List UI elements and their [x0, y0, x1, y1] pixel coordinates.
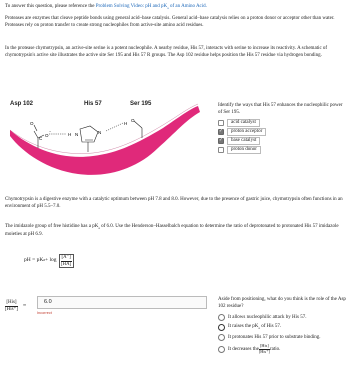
atom-o-top: O — [30, 121, 34, 126]
paragraph-chymotrypsin-ph: Chymotrypsin is a digestive enzyme with a catalytic optimum between pH 7.8 and 8.0. However, due to the presence of gastric juice, chymotrypsin often functions in an environment of pH 5.5–7.0. — [5, 197, 343, 210]
option-nucleophilic-attack[interactable]: It allows nucleophilic attack by His 57. — [218, 312, 348, 322]
radio-protonates-his57[interactable] — [218, 334, 225, 341]
radio-raises-pka[interactable] — [218, 324, 225, 331]
atom-n-his-1: N — [75, 132, 79, 137]
atom-n-his-2: N — [98, 130, 102, 135]
intro-paragraph-chymotrypsin: In the protease chymotrypsin, an active-site serine is a potent nucleophile. A nearby residue, His 57, interacts with serine to increase its reactivity. A schematic of chymotrypsin's active site illustrates the active site Ser 195 and His 57 R groups. The Asp 102 residue helps position the His 57 residue via hydrogen bonding. — [5, 46, 328, 59]
checkbox-proton-acceptor[interactable]: ✓ — [218, 129, 224, 135]
checkbox-base-catalyst[interactable]: ✓ — [218, 138, 224, 144]
atom-h-his: H — [68, 132, 72, 137]
option-base-catalyst[interactable] — [218, 136, 346, 145]
question-his57-prompt: Identify the ways that His 57 enhances the nucleophilic power of Ser 195. — [218, 103, 343, 116]
henderson-hasselbalch-equation: pH = pK a + log $\frac{[A^-]}{[HA]}$ — [24, 254, 74, 268]
minus-charge: − — [49, 130, 52, 134]
option-label: proton acceptor — [227, 128, 266, 136]
atom-h-ser: H — [124, 121, 128, 126]
question-his57-role — [218, 102, 346, 154]
option-label: base catalyst — [227, 137, 260, 145]
option-proton-donor[interactable] — [218, 145, 346, 154]
problem-solving-video-link[interactable]: Problem Solving Video: pH and $pK_a$ of an Amino Acid. — [95, 4, 207, 10]
label-his-57: His 57 — [84, 101, 102, 107]
active-site-schematic — [8, 98, 203, 180]
ratio-fraction: $\frac{\text{[His]}}{\text{[His⁺]}}$ — [5, 300, 18, 312]
option-decreases-ratio[interactable]: It decreases the $\frac{\text{[His]}}{\text{[His⁺]}}$ ratio. — [218, 342, 348, 357]
option-label: acid catalyst — [227, 119, 260, 127]
label-ser-195: Ser 195 — [130, 101, 152, 107]
radio-nucleophilic-attack[interactable] — [218, 314, 225, 321]
answer-ratio: $\frac{\text{[His]}}{\text{[His⁺]}}$ = — [5, 300, 27, 312]
radio-decreases-ratio[interactable] — [218, 346, 225, 353]
equation-fraction-box: $\frac{[A^-]}{[HA]}$ — [59, 254, 74, 268]
option-protonates-his57[interactable]: It protonates His 57 prior to substrate binding. — [218, 332, 348, 342]
atom-o-minus: O — [45, 133, 49, 138]
checkbox-proton-donor[interactable] — [218, 147, 224, 153]
option-label: proton donor — [227, 146, 261, 154]
label-asp-102: Asp 102 — [10, 101, 34, 107]
option-raises-pka[interactable]: It raises the $pK_a$ of His 57. — [218, 322, 348, 332]
intro-paragraph-proteases: Proteases are enzymes that cleave peptide bonds using general acid–base catalysis. General acid–base catalysis relies on a proton donor or acceptor other than water. Proteases rely on proton transfer to create strong nucleophiles from active-site amino acid residues. — [5, 16, 335, 29]
active-site-diagram — [8, 98, 203, 180]
ratio-answer-input[interactable]: 6.0 — [37, 296, 207, 309]
option-proton-acceptor[interactable] — [218, 127, 346, 136]
atom-o-ser: O — [131, 118, 135, 123]
question-asp102-prompt: Aside from positioning, what do you think is the role of the Asp 102 residue? — [218, 297, 346, 310]
paragraph-imidazole: The imidazole group of free histidine has a $pK_a$ of 6.0. Use the Henderson–Hasselbalch equation to determine the ratio of deprotonated to protonated His 57 imidazole moieties at pH 6.9. — [5, 224, 339, 237]
checkbox-acid-catalyst[interactable] — [218, 120, 224, 126]
question-asp102-role — [218, 296, 348, 357]
intro-text: To answer this question, please reference the Problem Solving Video: pH and $pK_a$ of an Amino Acid. — [5, 4, 207, 10]
option-acid-catalyst[interactable] — [218, 118, 346, 127]
atom-c: C — [39, 136, 43, 141]
answer-status: Incorrect — [37, 311, 52, 315]
